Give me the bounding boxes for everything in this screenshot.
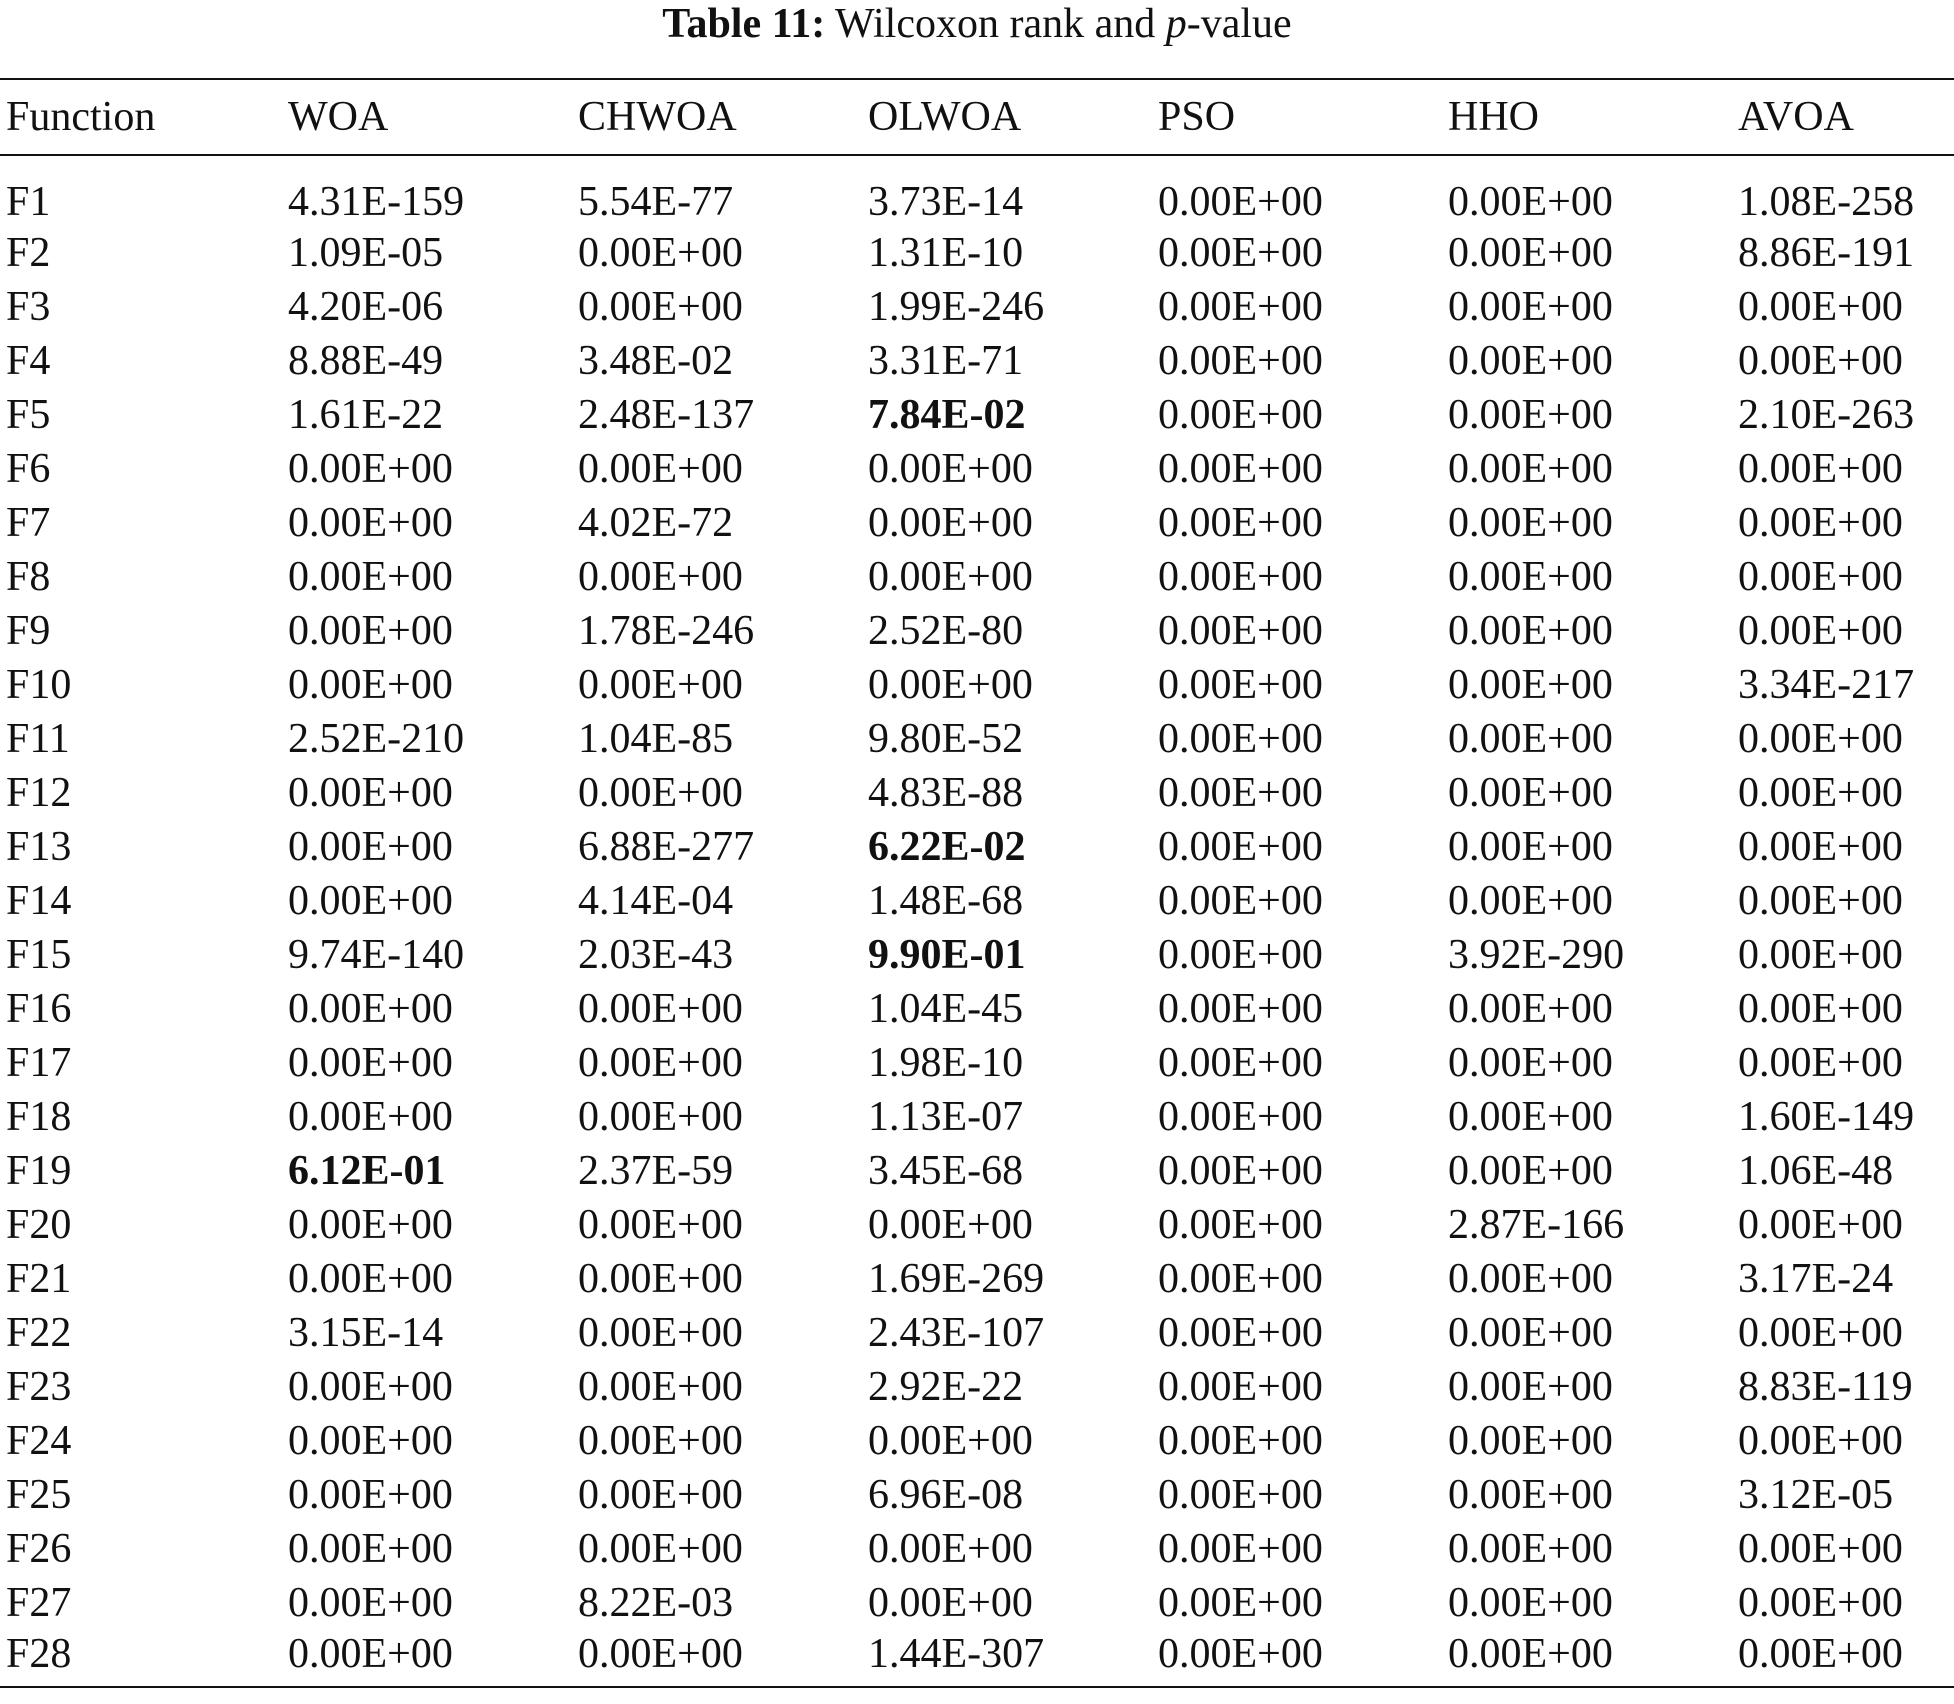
p-value-cell: 8.22E-03 xyxy=(578,1580,734,1626)
results-table xyxy=(0,78,1954,1688)
p-value-cell: 4.02E-72 xyxy=(578,500,734,546)
p-value-cell: 0.00E+00 xyxy=(1448,500,1613,546)
p-value-cell: 5.54E-77 xyxy=(578,179,734,225)
table-row xyxy=(0,1144,1954,1198)
p-value-cell: 0.00E+00 xyxy=(1448,986,1613,1032)
p-value-cell: 0.00E+00 xyxy=(1158,608,1323,654)
p-value-cell: 0.00E+00 xyxy=(1738,716,1903,762)
p-value-cell: 0.00E+00 xyxy=(1448,878,1613,924)
p-value-cell: 0.00E+00 xyxy=(1158,230,1323,276)
table-row xyxy=(0,442,1954,496)
p-value-cell: 0.00E+00 xyxy=(288,1364,453,1410)
p-value-cell: 0.00E+00 xyxy=(1448,1040,1613,1086)
p-value-cell: 0.00E+00 xyxy=(288,554,453,600)
p-value-cell: 0.00E+00 xyxy=(1158,1418,1323,1464)
p-value-cell: 0.00E+00 xyxy=(578,1256,743,1302)
p-value-cell: 0.00E+00 xyxy=(288,446,453,492)
p-value-cell: 0.00E+00 xyxy=(1158,1580,1323,1626)
p-value-cell: 6.22E-02 xyxy=(868,824,1026,870)
function-name-cell: F3 xyxy=(6,284,51,330)
table-row xyxy=(0,1576,1954,1630)
p-value-cell: 0.00E+00 xyxy=(1448,824,1613,870)
function-name-cell: F11 xyxy=(6,716,70,762)
p-value-cell: 3.45E-68 xyxy=(868,1148,1024,1194)
p-value-cell: 0.00E+00 xyxy=(1158,338,1323,384)
p-value-cell: 0.00E+00 xyxy=(1158,1364,1323,1410)
p-value-cell: 0.00E+00 xyxy=(1158,716,1323,762)
p-value-cell: 0.00E+00 xyxy=(1738,284,1903,330)
function-name-cell: F28 xyxy=(0,1630,288,1687)
p-value-cell: 0.00E+00 xyxy=(1448,770,1613,816)
p-value-cell: 2.52E-80 xyxy=(868,608,1024,654)
p-value-cell: 0.00E+00 xyxy=(1448,1364,1613,1410)
p-value-cell: 0.00E+00 xyxy=(578,230,743,276)
table-row xyxy=(0,1252,1954,1306)
p-value-cell: 0.00E+00 xyxy=(1738,554,1903,600)
p-value-cell: 6.12E-01 xyxy=(288,1148,446,1194)
function-name-cell: F14 xyxy=(6,878,72,924)
p-value-cell: 0.00E+00 xyxy=(1448,1094,1613,1140)
table-row xyxy=(0,928,1954,982)
p-value-cell: 0.00E+00 xyxy=(288,1418,453,1464)
table-row xyxy=(0,1036,1954,1090)
p-value-cell: 2.92E-22 xyxy=(868,1364,1024,1410)
p-value-cell: 0.00E+00 xyxy=(578,284,743,330)
p-value-cell: 0.00E+00 xyxy=(1158,878,1323,924)
function-name-cell: F19 xyxy=(6,1148,72,1194)
column-header: OLWOA xyxy=(868,79,1158,155)
p-value-cell: 0.00E+00 xyxy=(1738,338,1903,384)
p-value-cell: 2.10E-263 xyxy=(1738,392,1915,438)
function-name-cell: F17 xyxy=(6,1040,72,1086)
p-value-cell: 0.00E+00 xyxy=(1158,1040,1323,1086)
p-value-cell: 3.48E-02 xyxy=(578,338,734,384)
p-value-cell: 1.04E-85 xyxy=(578,716,734,762)
p-value-cell: 1.31E-10 xyxy=(868,230,1024,276)
table-body xyxy=(0,155,1954,1687)
p-value-cell: 0.00E+00 xyxy=(868,554,1033,600)
p-value-cell: 1.08E-258 xyxy=(1738,179,1915,225)
p-value-cell: 0.00E+00 xyxy=(288,1094,453,1140)
function-name-cell: F24 xyxy=(6,1418,72,1464)
column-header: HHO xyxy=(1448,79,1738,155)
p-value-cell: 0.00E+00 xyxy=(1448,716,1613,762)
function-name-cell: F27 xyxy=(6,1580,72,1626)
p-value-cell: 0.00E+00 xyxy=(1738,608,1903,654)
p-value-cell: 1.04E-45 xyxy=(868,986,1024,1032)
p-value-cell: 3.15E-14 xyxy=(288,1310,444,1356)
p-value-cell: 0.00E+00 xyxy=(1158,284,1323,330)
p-value-cell: 3.34E-217 xyxy=(1738,662,1915,708)
table-row xyxy=(0,280,1954,334)
p-value-cell: 0.00E+00 xyxy=(1738,1040,1903,1086)
table-row xyxy=(0,982,1954,1036)
p-value-cell: 3.31E-71 xyxy=(868,338,1024,384)
p-value-cell: 0.00E+00 xyxy=(1738,500,1903,546)
p-value-cell: 0.00E+00 xyxy=(1158,770,1323,816)
p-value-cell: 0.00E+00 xyxy=(1448,392,1613,438)
table-caption xyxy=(0,0,1954,48)
p-value-cell: 2.03E-43 xyxy=(578,932,734,978)
p-value-cell: 3.73E-14 xyxy=(868,179,1024,225)
function-name-cell: F21 xyxy=(6,1256,72,1302)
p-value-cell: 0.00E+00 xyxy=(1448,608,1613,654)
p-value-cell: 0.00E+00 xyxy=(1158,1202,1323,1248)
p-value-cell: 0.00E+00 xyxy=(1738,824,1903,870)
function-name-cell: F6 xyxy=(6,446,51,492)
p-value-cell: 1.48E-68 xyxy=(868,878,1024,924)
table-row xyxy=(0,334,1954,388)
p-value-cell: 0.00E+00 xyxy=(1158,1630,1448,1687)
caption-text-after: -value xyxy=(1186,1,1292,47)
p-value-cell: 0.00E+00 xyxy=(1158,1148,1323,1194)
p-value-cell: 0.00E+00 xyxy=(1158,1094,1323,1140)
p-value-cell: 0.00E+00 xyxy=(1158,1472,1323,1518)
p-value-cell: 1.78E-246 xyxy=(578,608,755,654)
p-value-cell: 4.31E-159 xyxy=(288,179,465,225)
p-value-cell: 0.00E+00 xyxy=(288,878,453,924)
table-row xyxy=(0,820,1954,874)
function-name-cell: F22 xyxy=(6,1310,72,1356)
p-value-cell: 0.00E+00 xyxy=(578,554,743,600)
p-value-cell: 0.00E+00 xyxy=(1448,230,1613,276)
p-value-cell: 0.00E+00 xyxy=(1158,392,1323,438)
function-name-cell: F26 xyxy=(6,1526,72,1572)
p-value-cell: 1.98E-10 xyxy=(868,1040,1024,1086)
p-value-cell: 0.00E+00 xyxy=(578,1094,743,1140)
p-value-cell: 0.00E+00 xyxy=(1448,554,1613,600)
function-name-cell: F12 xyxy=(6,770,72,816)
p-value-cell: 1.99E-246 xyxy=(868,284,1045,330)
function-name-cell: F1 xyxy=(6,179,51,225)
p-value-cell: 0.00E+00 xyxy=(288,1040,453,1086)
p-value-cell: 1.44E-307 xyxy=(868,1630,1158,1687)
p-value-cell: 9.74E-140 xyxy=(288,932,465,978)
function-name-cell: F5 xyxy=(6,392,51,438)
p-value-cell: 0.00E+00 xyxy=(1448,662,1613,708)
p-value-cell: 0.00E+00 xyxy=(1738,1202,1903,1248)
p-value-cell: 0.00E+00 xyxy=(1738,986,1903,1032)
p-value-cell: 0.00E+00 xyxy=(288,1202,453,1248)
function-name-cell: F9 xyxy=(6,608,51,654)
table-row xyxy=(0,712,1954,766)
p-value-cell: 0.00E+00 xyxy=(288,662,453,708)
p-value-cell: 0.00E+00 xyxy=(1158,932,1323,978)
p-value-cell: 0.00E+00 xyxy=(578,1310,743,1356)
table-row xyxy=(0,1414,1954,1468)
table-row xyxy=(0,550,1954,604)
p-value-cell: 3.92E-290 xyxy=(1448,932,1625,978)
table-row xyxy=(0,226,1954,280)
p-value-cell: 0.00E+00 xyxy=(578,662,743,708)
p-value-cell: 0.00E+00 xyxy=(288,770,453,816)
table-row xyxy=(0,658,1954,712)
table-row xyxy=(0,388,1954,442)
p-value-cell: 0.00E+00 xyxy=(578,1526,743,1572)
p-value-cell: 0.00E+00 xyxy=(1448,1472,1613,1518)
p-value-cell: 0.00E+00 xyxy=(1448,1580,1613,1626)
p-value-cell: 0.00E+00 xyxy=(1158,1310,1323,1356)
p-value-cell: 1.13E-07 xyxy=(868,1094,1024,1140)
table-row xyxy=(0,155,1954,226)
p-value-cell: 3.12E-05 xyxy=(1738,1472,1894,1518)
p-value-cell: 9.90E-01 xyxy=(868,932,1026,978)
p-value-cell: 3.17E-24 xyxy=(1738,1256,1894,1302)
p-value-cell: 0.00E+00 xyxy=(1448,1148,1613,1194)
p-value-cell: 0.00E+00 xyxy=(578,986,743,1032)
p-value-cell: 0.00E+00 xyxy=(1448,1526,1613,1572)
table-row xyxy=(0,1630,1954,1687)
function-name-cell: F13 xyxy=(6,824,72,870)
p-value-cell: 0.00E+00 xyxy=(1738,1630,1954,1687)
table-row xyxy=(0,1468,1954,1522)
p-value-cell: 0.00E+00 xyxy=(578,1202,743,1248)
p-value-cell: 1.06E-48 xyxy=(1738,1148,1894,1194)
p-value-cell: 0.00E+00 xyxy=(868,662,1033,708)
table-row xyxy=(0,1522,1954,1576)
p-value-cell: 0.00E+00 xyxy=(1448,1418,1613,1464)
p-value-cell: 0.00E+00 xyxy=(1158,179,1323,225)
p-value-cell: 0.00E+00 xyxy=(1738,932,1903,978)
p-value-cell: 0.00E+00 xyxy=(1158,1256,1323,1302)
p-value-cell: 0.00E+00 xyxy=(1738,878,1903,924)
p-value-cell: 8.86E-191 xyxy=(1738,230,1915,276)
p-value-cell: 0.00E+00 xyxy=(1738,446,1903,492)
p-value-cell: 0.00E+00 xyxy=(1448,1310,1613,1356)
p-value-cell: 0.00E+00 xyxy=(868,500,1033,546)
function-name-cell: F7 xyxy=(6,500,51,546)
p-value-cell: 0.00E+00 xyxy=(578,1630,868,1687)
p-value-cell: 0.00E+00 xyxy=(1738,770,1903,816)
p-value-cell: 0.00E+00 xyxy=(1738,1580,1903,1626)
p-value-cell: 0.00E+00 xyxy=(1448,179,1613,225)
p-value-cell: 1.61E-22 xyxy=(288,392,444,438)
p-value-cell: 0.00E+00 xyxy=(868,1418,1033,1464)
p-value-cell: 0.00E+00 xyxy=(868,1526,1033,1572)
p-value-cell: 4.14E-04 xyxy=(578,878,734,924)
column-header: Function xyxy=(0,79,288,155)
p-value-cell: 2.37E-59 xyxy=(578,1148,734,1194)
p-value-cell: 8.83E-119 xyxy=(1738,1364,1913,1410)
column-header: WOA xyxy=(288,79,578,155)
p-value-cell: 0.00E+00 xyxy=(1738,1310,1903,1356)
p-value-cell: 1.09E-05 xyxy=(288,230,444,276)
column-header: AVOA xyxy=(1738,79,1954,155)
column-header: CHWOA xyxy=(578,79,868,155)
function-name-cell: F10 xyxy=(6,662,72,708)
p-value-cell: 0.00E+00 xyxy=(288,608,453,654)
p-value-cell: 0.00E+00 xyxy=(288,824,453,870)
function-name-cell: F20 xyxy=(6,1202,72,1248)
p-value-cell: 0.00E+00 xyxy=(288,500,453,546)
p-value-cell: 1.60E-149 xyxy=(1738,1094,1915,1140)
p-value-cell: 8.88E-49 xyxy=(288,338,444,384)
function-name-cell: F8 xyxy=(6,554,51,600)
p-value-cell: 0.00E+00 xyxy=(1448,446,1613,492)
p-value-cell: 0.00E+00 xyxy=(288,1580,453,1626)
p-value-cell: 0.00E+00 xyxy=(288,1256,453,1302)
p-value-cell: 2.52E-210 xyxy=(288,716,465,762)
p-value-cell: 0.00E+00 xyxy=(1158,554,1323,600)
function-name-cell: F2 xyxy=(6,230,51,276)
p-value-cell: 0.00E+00 xyxy=(288,1526,453,1572)
table-row xyxy=(0,766,1954,820)
table-row xyxy=(0,1090,1954,1144)
p-value-cell: 0.00E+00 xyxy=(578,1040,743,1086)
function-name-cell: F16 xyxy=(6,986,72,1032)
p-value-cell: 0.00E+00 xyxy=(578,446,743,492)
p-value-cell: 0.00E+00 xyxy=(578,770,743,816)
p-value-cell: 0.00E+00 xyxy=(1448,1256,1613,1302)
column-header: PSO xyxy=(1158,79,1448,155)
p-value-cell: 1.69E-269 xyxy=(868,1256,1045,1302)
p-value-cell: 0.00E+00 xyxy=(1448,338,1613,384)
p-value-cell: 4.83E-88 xyxy=(868,770,1024,816)
table-row xyxy=(0,496,1954,550)
p-value-cell: 0.00E+00 xyxy=(288,1472,453,1518)
caption-label: Table 11: xyxy=(662,1,826,47)
function-name-cell: F18 xyxy=(6,1094,72,1140)
header-row xyxy=(0,79,1954,155)
p-value-cell: 6.88E-277 xyxy=(578,824,755,870)
table-row xyxy=(0,874,1954,928)
p-value-cell: 0.00E+00 xyxy=(578,1364,743,1410)
table-row xyxy=(0,604,1954,658)
p-value-cell: 0.00E+00 xyxy=(1158,986,1323,1032)
caption-text-before: Wilcoxon rank and xyxy=(835,1,1166,47)
p-value-cell: 2.43E-107 xyxy=(868,1310,1045,1356)
p-value-cell: 0.00E+00 xyxy=(578,1472,743,1518)
caption-text-italic: p xyxy=(1165,1,1187,47)
function-name-cell: F23 xyxy=(6,1364,72,1410)
p-value-cell: 0.00E+00 xyxy=(868,1202,1033,1248)
p-value-cell: 4.20E-06 xyxy=(288,284,444,330)
function-name-cell: F4 xyxy=(6,338,51,384)
p-value-cell: 2.87E-166 xyxy=(1448,1202,1625,1248)
p-value-cell: 0.00E+00 xyxy=(578,1418,743,1464)
p-value-cell: 0.00E+00 xyxy=(288,1630,578,1687)
p-value-cell: 0.00E+00 xyxy=(1448,284,1613,330)
p-value-cell: 0.00E+00 xyxy=(868,1580,1033,1626)
table-row xyxy=(0,1360,1954,1414)
p-value-cell: 0.00E+00 xyxy=(868,446,1033,492)
p-value-cell: 0.00E+00 xyxy=(1158,824,1323,870)
p-value-cell: 0.00E+00 xyxy=(1738,1418,1903,1464)
p-value-cell: 0.00E+00 xyxy=(288,986,453,1032)
p-value-cell: 0.00E+00 xyxy=(1158,446,1323,492)
p-value-cell: 0.00E+00 xyxy=(1158,1526,1323,1572)
p-value-cell: 0.00E+00 xyxy=(1738,1526,1903,1572)
p-value-cell: 9.80E-52 xyxy=(868,716,1024,762)
p-value-cell: 0.00E+00 xyxy=(1158,500,1323,546)
p-value-cell: 6.96E-08 xyxy=(868,1472,1024,1518)
table-row xyxy=(0,1306,1954,1360)
function-name-cell: F25 xyxy=(6,1472,72,1518)
function-name-cell: F15 xyxy=(6,932,72,978)
table-row xyxy=(0,1198,1954,1252)
p-value-cell: 0.00E+00 xyxy=(1448,1630,1738,1687)
p-value-cell: 7.84E-02 xyxy=(868,392,1026,438)
p-value-cell: 2.48E-137 xyxy=(578,392,755,438)
p-value-cell: 0.00E+00 xyxy=(1158,662,1323,708)
